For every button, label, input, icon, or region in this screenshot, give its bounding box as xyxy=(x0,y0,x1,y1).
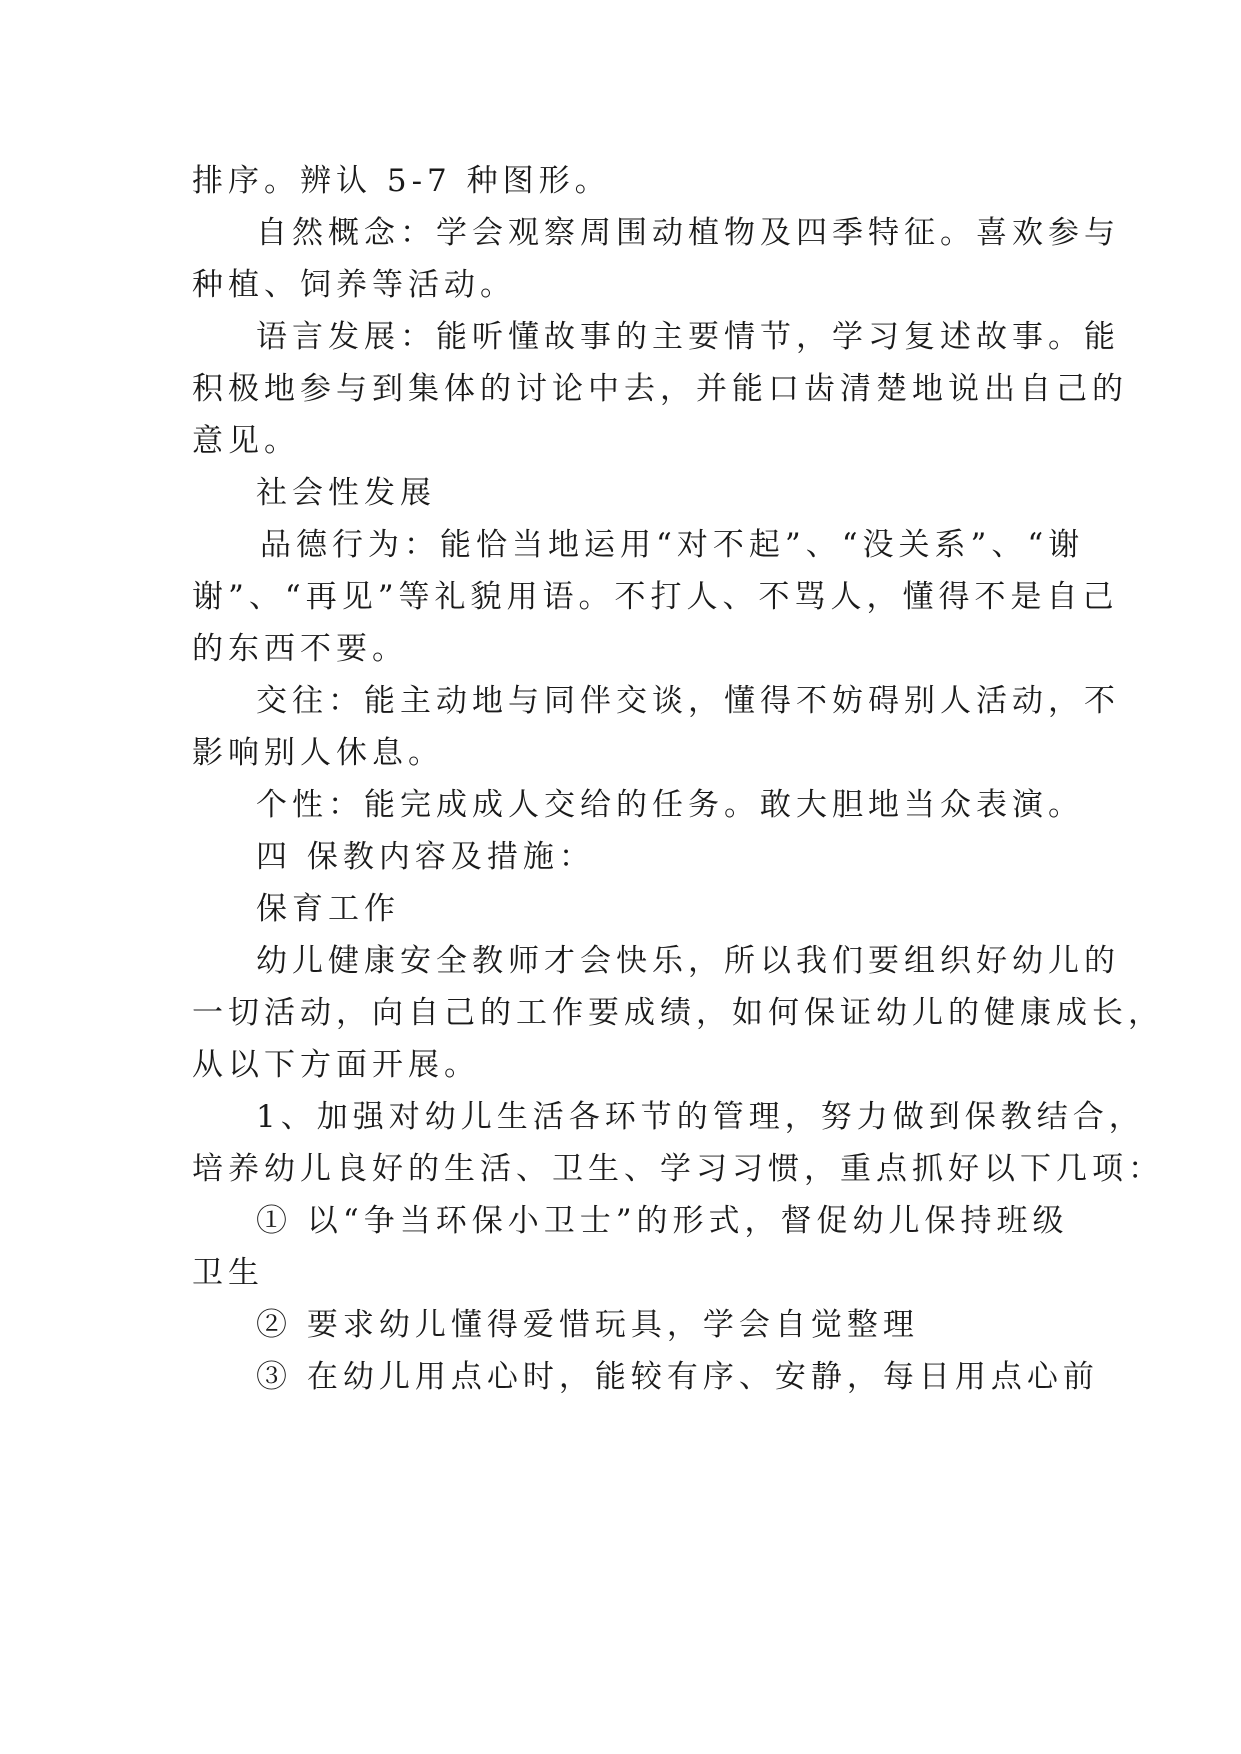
text-line: 卫生 xyxy=(192,1255,264,1291)
list-item: ① 以“争当环保小卫士”的形式，督促幼儿保持班级 xyxy=(256,1203,1069,1239)
text-line: 培养幼儿良好的生活、卫生、学习习惯，重点抓好以下几项： xyxy=(192,1151,1164,1187)
text-line: 积极地参与到集体的讨论中去，并能口齿清楚地说出自己的 xyxy=(192,371,1128,407)
text-line: 排序。辨认 5-7 种图形。 xyxy=(192,163,611,199)
text-line: 幼儿健康安全教师才会快乐，所以我们要组织好幼儿的 xyxy=(256,943,1120,979)
text-line: 个性：能完成成人交给的任务。敢大胆地当众表演。 xyxy=(256,787,1084,823)
text-line: 影响别人休息。 xyxy=(192,735,444,771)
text-line: 品德行为：能恰当地运用“对不起”、“没关系”、“谢 xyxy=(260,527,1085,563)
section-heading: 四 保教内容及措施： xyxy=(256,839,595,875)
list-item: ② 要求幼儿懂得爱惜玩具，学会自觉整理 xyxy=(256,1307,919,1343)
list-item: ③ 在幼儿用点心时，能较有序、安静，每日用点心前 xyxy=(256,1359,1099,1395)
section-heading: 社会性发展 xyxy=(256,475,436,511)
text-line: 自然概念：学会观察周围动植物及四季特征。喜欢参与 xyxy=(256,215,1120,251)
text-line: 交往：能主动地与同伴交谈，懂得不妨碍别人活动，不 xyxy=(256,683,1120,719)
text-line: 语言发展：能听懂故事的主要情节，学习复述故事。能 xyxy=(256,319,1120,355)
text-line: 意见。 xyxy=(192,423,300,459)
text-line: 一切活动，向自己的工作要成绩，如何保证幼儿的健康成长， xyxy=(192,995,1164,1031)
text-line: 1、加强对幼儿生活各环节的管理，努力做到保教结合， xyxy=(256,1099,1145,1135)
text-line: 种植、饲养等活动。 xyxy=(192,267,516,303)
section-heading: 保育工作 xyxy=(256,891,400,927)
text-line: 谢”、“再见”等礼貌用语。不打人、不骂人，懂得不是自己 xyxy=(192,579,1119,615)
text-line: 从以下方面开展。 xyxy=(192,1047,480,1083)
text-line: 的东西不要。 xyxy=(192,631,408,667)
